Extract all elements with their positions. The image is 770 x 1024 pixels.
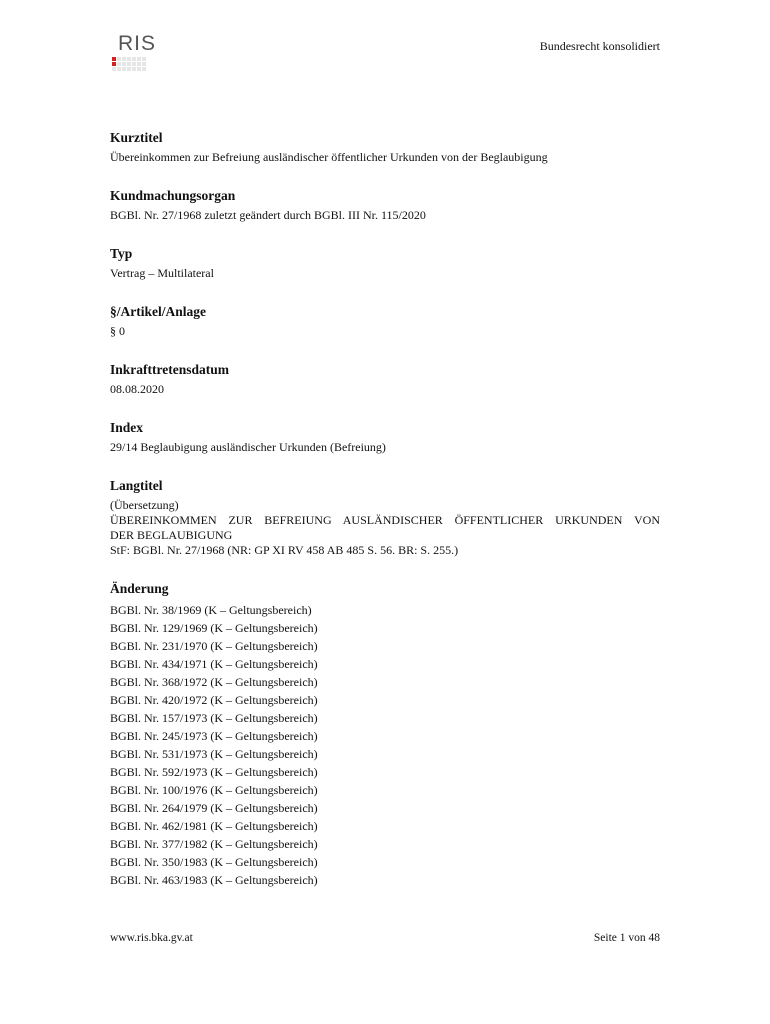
aenderung-item: BGBl. Nr. 592/1973 (K – Geltungsbereich) xyxy=(110,765,318,779)
footer-url: www.ris.bka.gv.at xyxy=(110,932,193,944)
logo-dot xyxy=(127,67,131,71)
langtitel-title-line2: DER BEGLAUBIGUNG xyxy=(110,528,233,542)
logo-dot xyxy=(122,62,126,66)
footer-page-number: Seite 1 von 48 xyxy=(593,932,660,944)
aenderung-item: BGBl. Nr. 245/1973 (K – Geltungsbereich) xyxy=(110,729,318,743)
logo-text: RIS xyxy=(118,32,157,55)
logo-dot xyxy=(112,62,116,66)
logo-dot xyxy=(137,57,141,61)
logo-dot xyxy=(142,62,146,66)
langtitel-stf: StF: BGBl. Nr. 27/1968 (NR: GP XI RV 458 AB 485 S. 56. BR: S. 255.) xyxy=(110,543,459,557)
ris-logo xyxy=(110,32,170,76)
logo-dot xyxy=(117,62,121,66)
header-label: Bundesrecht konsolidiert xyxy=(539,39,660,53)
inkrafttretensdatum-heading: Inkrafttretensdatum xyxy=(110,362,229,377)
kundmachungsorgan-value: BGBl. Nr. 27/1968 zuletzt geändert durch BGBl. III Nr. 115/2020 xyxy=(110,208,426,222)
logo-dot xyxy=(132,57,136,61)
index-heading: Index xyxy=(110,420,144,435)
aenderung-item: BGBl. Nr. 434/1971 (K – Geltungsbereich) xyxy=(110,657,318,671)
logo-dot xyxy=(132,67,136,71)
logo-dot xyxy=(112,57,116,61)
logo-dot xyxy=(137,62,141,66)
aenderung-item: BGBl. Nr. 100/1976 (K – Geltungsbereich) xyxy=(110,783,318,797)
logo-dot xyxy=(132,62,136,66)
section-kurztitel xyxy=(110,130,660,165)
aenderung-item: BGBl. Nr. 129/1969 (K – Geltungsbereich) xyxy=(110,621,318,635)
aenderung-item: BGBl. Nr. 531/1973 (K – Geltungsbereich) xyxy=(110,747,318,761)
langtitel-title-line1: ÜBEREINKOMMEN ZUR BEFREIUNG AUSLÄNDISCHER ÖFFENTLICHER URKUNDEN VON xyxy=(110,513,660,527)
aenderung-item: BGBl. Nr. 463/1983 (K – Geltungsbereich) xyxy=(110,873,318,887)
logo-dot xyxy=(112,67,116,71)
aenderung-item: BGBl. Nr. 462/1981 (K – Geltungsbereich) xyxy=(110,819,318,833)
logo-dot xyxy=(117,57,121,61)
section-index xyxy=(110,420,660,455)
aenderung-item: BGBl. Nr. 157/1973 (K – Geltungsbereich) xyxy=(110,711,318,725)
artikel-heading: §/Artikel/Anlage xyxy=(110,304,206,319)
aenderung-item: BGBl. Nr. 368/1972 (K – Geltungsbereich) xyxy=(110,675,318,689)
section-typ xyxy=(110,246,660,281)
aenderung-list xyxy=(110,601,660,889)
section-langtitel xyxy=(110,478,660,558)
kurztitel-value: Übereinkommen zur Befreiung ausländischer öffentlicher Urkunden von der Beglaubigung xyxy=(110,150,548,164)
inkrafttretensdatum-value: 08.08.2020 xyxy=(110,382,164,396)
section-artikel xyxy=(110,304,660,339)
kurztitel-heading: Kurztitel xyxy=(110,130,163,145)
logo-dot xyxy=(142,57,146,61)
aenderung-item: BGBl. Nr. 264/1979 (K – Geltungsbereich) xyxy=(110,801,318,815)
logo-dot xyxy=(137,67,141,71)
aenderung-item: BGBl. Nr. 38/1969 (K – Geltungsbereich) xyxy=(110,603,312,617)
logo-dot-grid xyxy=(112,57,146,71)
document-body xyxy=(110,130,660,912)
aenderung-item: BGBl. Nr. 377/1982 (K – Geltungsbereich) xyxy=(110,837,318,851)
artikel-value: § 0 xyxy=(110,324,125,338)
index-value: 29/14 Beglaubigung ausländischer Urkunden (Befreiung) xyxy=(110,440,386,454)
langtitel-heading: Langtitel xyxy=(110,478,163,493)
logo-dot xyxy=(122,57,126,61)
logo-dot xyxy=(142,67,146,71)
section-inkrafttretensdatum xyxy=(110,362,660,397)
kundmachungsorgan-heading: Kundmachungsorgan xyxy=(110,188,236,203)
section-kundmachungsorgan xyxy=(110,188,660,223)
logo-dot xyxy=(117,67,121,71)
logo-dot xyxy=(127,62,131,66)
aenderung-item: BGBl. Nr. 350/1983 (K – Geltungsbereich) xyxy=(110,855,318,869)
langtitel-note: (Übersetzung) xyxy=(110,498,179,512)
logo-dot xyxy=(127,57,131,61)
typ-heading: Typ xyxy=(110,246,133,261)
section-aenderung xyxy=(110,581,660,889)
aenderung-heading: Änderung xyxy=(110,581,169,596)
typ-value: Vertrag – Multilateral xyxy=(110,266,214,280)
aenderung-item: BGBl. Nr. 420/1972 (K – Geltungsbereich) xyxy=(110,693,318,707)
logo-dot xyxy=(122,67,126,71)
aenderung-item: BGBl. Nr. 231/1970 (K – Geltungsbereich) xyxy=(110,639,318,653)
